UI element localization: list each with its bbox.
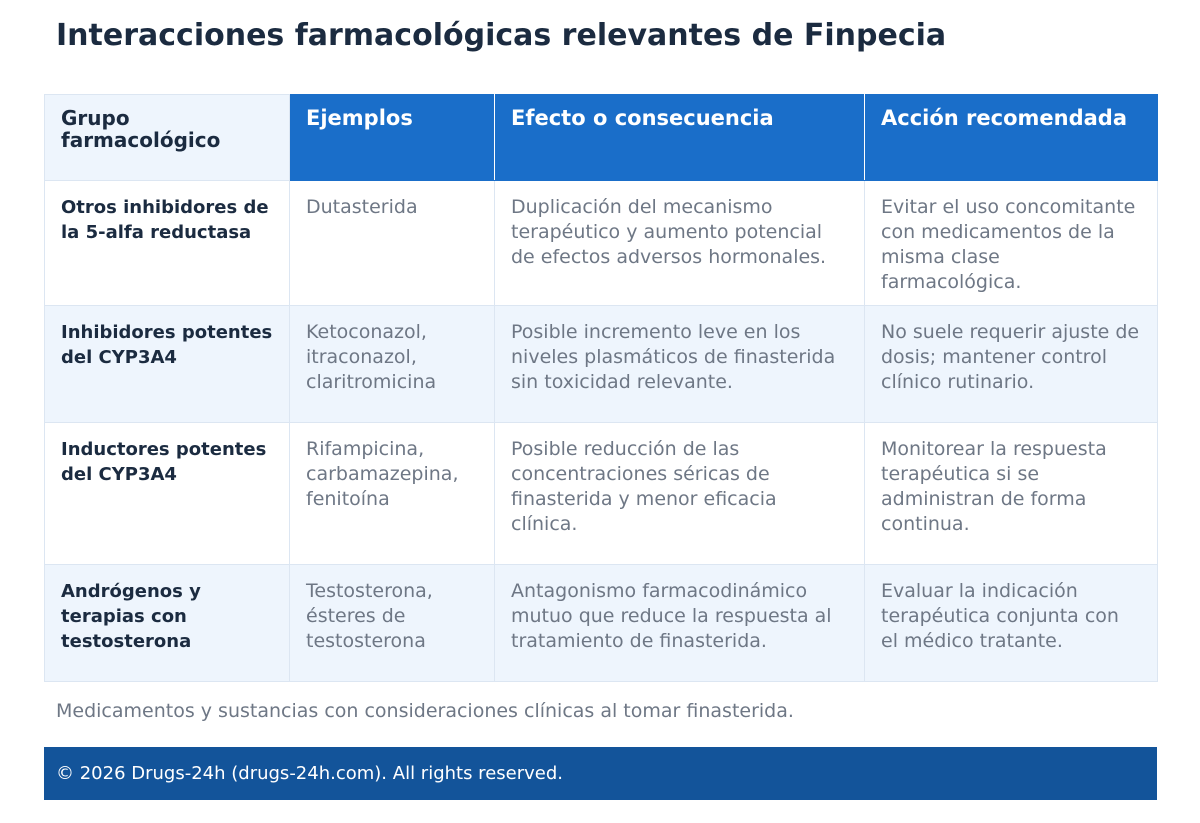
cell-effect: Duplicación del mecanismo terapéutico y aumento potencial de efectos adversos hormonales.	[495, 181, 865, 306]
cell-examples: Rifampicina, carbamazepina, fenitoína	[290, 423, 495, 565]
cell-action: Monitorear la respuesta terapéutica si se administran de forma continua.	[865, 423, 1158, 565]
cell-group: Inhibidores potentes del CYP3A4	[45, 306, 290, 423]
page-title: Interacciones farmacológicas relevantes de Finpecia	[56, 18, 947, 53]
footer-copyright: © 2026 Drugs-24h (drugs-24h.com). All rights reserved.	[44, 747, 1157, 800]
cell-examples: Testosterona, ésteres de testosterona	[290, 565, 495, 682]
table-row	[45, 181, 1158, 306]
table-header-row	[45, 95, 1158, 181]
column-header-examples: Ejemplos	[290, 95, 495, 181]
table-row	[45, 306, 1158, 423]
table-row	[45, 565, 1158, 682]
cell-group: Inductores potentes del CYP3A4	[45, 423, 290, 565]
cell-action: No suele requerir ajuste de dosis; mantener control clínico rutinario.	[865, 306, 1158, 423]
cell-group: Andrógenos y terapias con testosterona	[45, 565, 290, 682]
cell-examples: Ketoconazol, itraconazol, claritromicina	[290, 306, 495, 423]
cell-effect: Posible reducción de las concentraciones séricas de finasterida y menor eficacia clínica.	[495, 423, 865, 565]
column-header-effect: Efecto o consecuencia	[495, 95, 865, 181]
cell-effect: Antagonismo farmacodinámico mutuo que reduce la respuesta al tratamiento de finasterida.	[495, 565, 865, 682]
column-header-action: Acción recomendada	[865, 95, 1158, 181]
cell-examples: Dutasterida	[290, 181, 495, 306]
column-header-group: Grupo farmacológico	[45, 95, 290, 181]
cell-group: Otros inhibidores de la 5-alfa reductasa	[45, 181, 290, 306]
cell-effect: Posible incremento leve en los niveles plasmáticos de finasterida sin toxicidad relevante.	[495, 306, 865, 423]
cell-action: Evaluar la indicación terapéutica conjunta con el médico tratante.	[865, 565, 1158, 682]
cell-action: Evitar el uso concomitante con medicamentos de la misma clase farmacológica.	[865, 181, 1158, 306]
interactions-table	[44, 94, 1158, 682]
table-row	[45, 423, 1158, 565]
table-caption: Medicamentos y sustancias con consideraciones clínicas al tomar finasterida.	[56, 700, 794, 722]
